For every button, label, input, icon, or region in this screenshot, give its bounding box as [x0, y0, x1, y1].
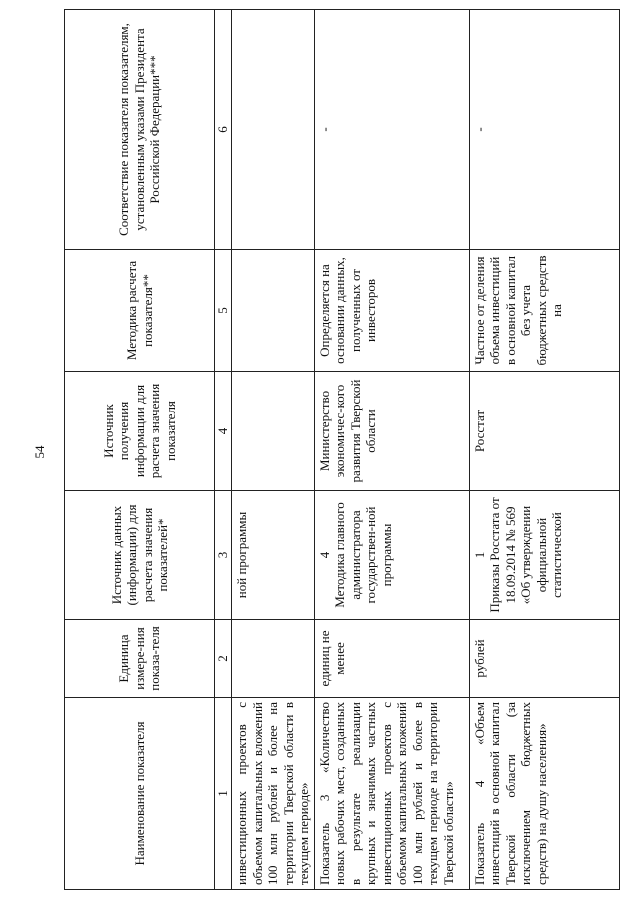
- data-source-text: Методика главного администратора государствен-ной программы: [332, 502, 394, 608]
- indicator-unit: рублей: [469, 620, 620, 698]
- indicator-compliance: [232, 10, 315, 250]
- rotated-table-container: [64, 10, 620, 890]
- indicator-method: [232, 250, 315, 372]
- indicator-info-source: Министерство экономичес-кого развития Тверской области: [314, 372, 469, 491]
- indicator-info-source: [232, 372, 315, 491]
- column-number: 6: [215, 10, 232, 250]
- column-number: 2: [215, 620, 232, 698]
- data-source-text: ной программы: [234, 511, 249, 599]
- table-row: [232, 10, 315, 890]
- indicator-compliance: -: [469, 10, 620, 250]
- header-info-source: Источник получения информации для расчета значения показателя: [65, 372, 215, 491]
- page-number: 54: [32, 445, 47, 459]
- indicator-unit: единиц не менее: [314, 620, 469, 698]
- indicator-info-source: Росстат: [469, 372, 620, 491]
- indicator-method: Частное от деления объема инвестиций в основной капитал без учета бюджетных средств на: [469, 250, 620, 372]
- indicator-name: Показатель 4 «Объем инвестиций в основной капитал Тверской области (за исключением бюджетных средств) на душу населения»: [469, 698, 620, 890]
- table-row: [314, 10, 469, 890]
- indicator-data-source: [314, 491, 469, 620]
- indicator-name: инвестиционных проектов с объемом капитальных вложений 100 млн рублей и более на территории Тверской области в текущем периоде»: [232, 698, 315, 890]
- indicator-compliance: -: [314, 10, 469, 250]
- indicator-unit: [232, 620, 315, 698]
- indicator-data-source: [469, 491, 620, 620]
- column-number: 1: [215, 698, 232, 890]
- indicator-method: Определяется на основании данных, полученных от инвесторов: [314, 250, 469, 372]
- header-method: Методика расчета показателя**: [65, 250, 215, 372]
- column-number: 5: [215, 250, 232, 372]
- header-unit: Единица измере-ния показа-теля: [65, 620, 215, 698]
- column-number-row: [215, 10, 232, 890]
- header-name: Наименование показателя: [65, 698, 215, 890]
- indicator-data-source: [232, 491, 315, 620]
- indicator-name: Показатель 3 «Количество новых рабочих мест, созданных в результате реализации крупных и значимых частных инвестиционных проектов с объемом капитальных вложений 100 млн рублей и более в текущем периоде на территории Тверской области»: [314, 698, 469, 890]
- header-data-source: Источник данных (информации) для расчета значения показателей*: [65, 491, 215, 620]
- header-row: [65, 10, 215, 890]
- data-source-code: 4: [316, 551, 332, 559]
- column-number: 4: [215, 372, 232, 491]
- data-source-code: 1: [471, 551, 487, 559]
- indicators-table: [64, 9, 620, 890]
- header-compliance: Соответствие показателя показателям, установленным указами Президента Российской Федерации***: [65, 10, 215, 250]
- data-source-text: Приказы Росстата от 18.09.2014 № 569 «Об утверждении официальной статистической: [487, 497, 564, 613]
- table-row: [469, 10, 620, 890]
- column-number: 3: [215, 491, 232, 620]
